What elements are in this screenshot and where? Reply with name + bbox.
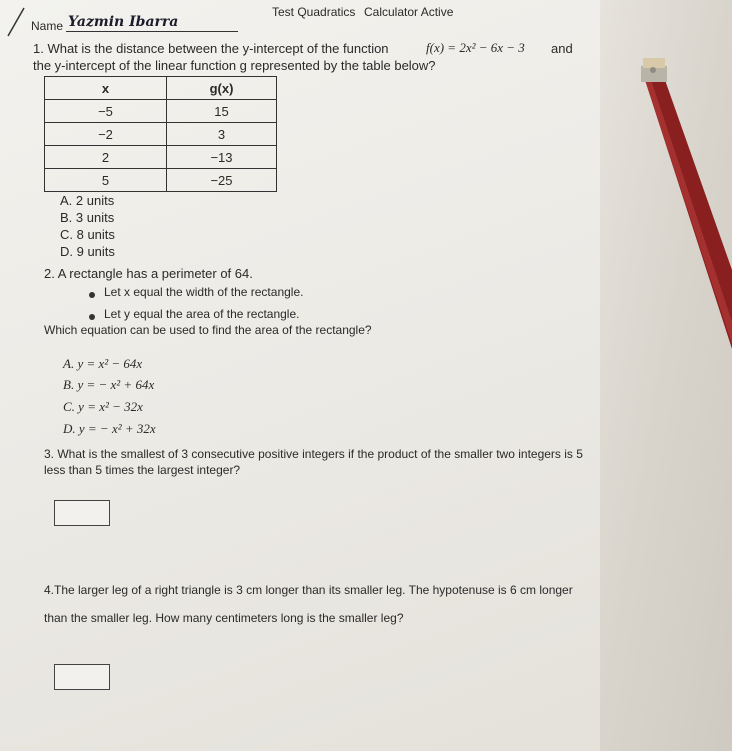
table-cell: 15 [167,100,277,123]
table-cell: −13 [167,146,277,169]
q4-line1: 4.The larger leg of a right triangle is 3 cm longer than its smaller leg. The hypotenuse is 6 cm longer [44,583,573,597]
q2-choice-d[interactable]: D. y = − x² + 32x [63,421,156,436]
table-row [45,123,277,146]
q4-answer-box[interactable] [54,664,110,690]
bullet-icon [89,314,95,320]
q3-line1: 3. What is the smallest of 3 consecutive positive integers if the product of the smaller two integers is 5 [44,447,583,461]
table-row [45,100,277,123]
table-row [45,169,277,192]
q3-answer-box[interactable] [54,500,110,526]
q1-and: and [551,41,573,56]
q3-line2: less than 5 times the largest integer? [44,463,241,477]
q2-choice-a[interactable]: A. y = x² − 64x [63,356,143,371]
q2-choice-b[interactable]: B. y = − x² + 64x [63,377,155,392]
table-header: g(x) [167,77,277,100]
test-title: Test Quadratics [272,5,356,19]
g-table [44,76,277,192]
table-cell: −25 [167,169,277,192]
q1-choice-d[interactable]: D. 9 units [60,244,115,259]
table-cell: 2 [45,146,167,169]
q2-bullet-1: Let x equal the width of the rectangle. [104,285,304,299]
q4-line2: than the smaller leg. How many centimeters long is the smaller leg? [44,611,404,625]
name-underline [66,31,238,32]
table-header: x [45,77,167,100]
table-cell: −2 [45,123,167,146]
q2-bullet-2: Let y equal the area of the rectangle. [104,307,300,321]
q2-stem: 2. A rectangle has a perimeter of 64. [44,266,253,281]
table-cell: 5 [45,169,167,192]
q1-choice-c[interactable]: C. 8 units [60,227,115,242]
student-name: Yazmin Ibarra [68,14,179,30]
table-row [45,146,277,169]
q1-line1: 1. What is the distance between the y-intercept of the function [33,41,389,56]
q1-choice-b[interactable]: B. 3 units [60,210,115,225]
q1-choice-a[interactable]: A. 2 units [60,193,115,208]
table-header-row [45,77,277,100]
bullet-icon [89,292,95,298]
q2-choice-c[interactable]: C. y = x² − 32x [63,399,143,414]
q2-question: Which equation can be used to find the area of the rectangle? [44,323,372,337]
q1-line2: the y-intercept of the linear function g represented by the table below? [33,58,436,73]
corner-mark [4,6,26,38]
table-cell: 3 [167,123,277,146]
calculator-note: Calculator Active [364,5,454,19]
table-cell: −5 [45,100,167,123]
name-label: Name [31,19,64,33]
paper-edge [600,0,732,751]
q1-function: f(x) = 2x² − 6x − 3 [426,40,525,55]
